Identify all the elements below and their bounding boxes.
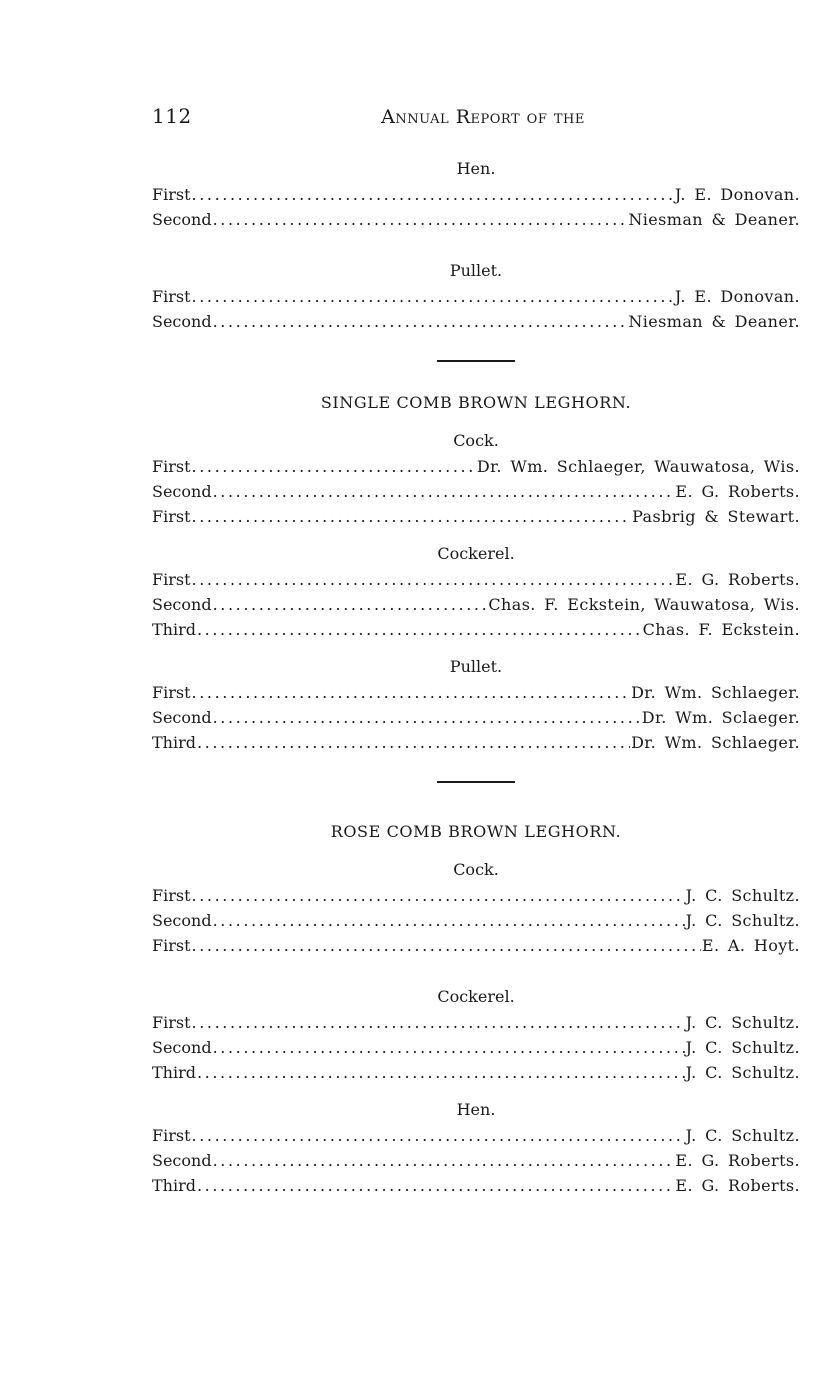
winner-name: Dr. Wm. Schlaeger, Wauwatosa, Wis. <box>476 457 800 476</box>
award-row <box>152 479 800 504</box>
place-label: First <box>152 457 191 476</box>
place-label: Second <box>152 911 212 930</box>
section-title: ROSE COMB BROWN LEGHORN. <box>330 822 622 841</box>
dot-leader <box>213 479 675 504</box>
winner-name: E. G. Roberts. <box>675 1151 800 1170</box>
dot-leader <box>197 1173 674 1198</box>
place-label: First <box>152 1013 191 1032</box>
award-row <box>152 617 800 642</box>
winner-name: J. C. Schultz. <box>685 911 800 930</box>
winner-name: J. C. Schultz. <box>685 886 800 905</box>
award-row <box>152 284 800 309</box>
dot-leader <box>213 592 488 617</box>
winner-name: J. E. Donovan. <box>674 185 800 204</box>
dot-leader <box>192 1010 685 1035</box>
winner-name: Niesman & Deaner. <box>628 312 800 331</box>
place-label: First <box>152 185 191 204</box>
dot-leader <box>192 182 674 207</box>
dot-leader <box>213 1148 675 1173</box>
dot-leader <box>192 454 476 479</box>
winner-name: J. C. Schultz. <box>685 1038 800 1057</box>
report-page <box>152 104 800 1198</box>
dot-leader <box>213 1035 685 1060</box>
winner-name: Dr. Wm. Schlaeger. <box>631 683 800 702</box>
award-row <box>152 592 800 617</box>
winner-name: E. G. Roberts. <box>675 1176 800 1195</box>
place-label: Second <box>152 1151 212 1170</box>
winner-name: Dr. Wm. Schlaeger. <box>631 733 800 752</box>
dot-leader <box>197 617 642 642</box>
place-label: First <box>152 886 191 905</box>
running-head: Annual Report of the <box>381 106 585 128</box>
award-row <box>152 908 800 933</box>
award-row <box>152 1010 800 1035</box>
place-label: Third <box>152 1176 196 1195</box>
award-row <box>152 933 800 958</box>
place-label: Second <box>152 210 212 229</box>
dot-leader <box>213 908 685 933</box>
group-heading: Pullet. <box>449 657 503 676</box>
award-row <box>152 309 800 334</box>
award-row <box>152 1173 800 1198</box>
award-row <box>152 883 800 908</box>
winner-name: J. C. Schultz. <box>685 1126 800 1145</box>
group-heading: Pullet. <box>449 261 503 280</box>
award-row <box>152 730 800 755</box>
winner-name: E. G. Roberts. <box>675 482 800 501</box>
dot-leader <box>197 1060 685 1085</box>
place-label: Second <box>152 708 212 727</box>
award-row <box>152 1123 800 1148</box>
place-label: First <box>152 1126 191 1145</box>
award-row <box>152 705 800 730</box>
dot-leader <box>213 705 641 730</box>
dot-leader <box>213 309 628 334</box>
winner-name: Chas. F. Eckstein. <box>642 620 800 639</box>
dot-leader <box>192 1123 685 1148</box>
award-row <box>152 207 800 232</box>
dot-leader <box>192 883 685 908</box>
dot-leader <box>192 284 674 309</box>
group-heading: Hen. <box>456 1100 496 1119</box>
dot-leader <box>192 567 675 592</box>
group-heading: Hen. <box>456 159 496 178</box>
group-heading: Cockerel. <box>437 987 515 1006</box>
place-label: Second <box>152 482 212 501</box>
group-heading: Cockerel. <box>437 544 515 563</box>
winner-name: E. G. Roberts. <box>675 570 800 589</box>
place-label: First <box>152 936 191 955</box>
dot-leader <box>192 680 631 705</box>
place-label: Third <box>152 620 196 639</box>
group-heading: Cock. <box>453 431 499 450</box>
award-row <box>152 1148 800 1173</box>
dot-leader <box>192 504 632 529</box>
winner-name: Dr. Wm. Sclaeger. <box>641 708 800 727</box>
place-label: First <box>152 683 191 702</box>
winner-name: Pasbrig & Stewart. <box>632 507 800 526</box>
group-heading: Cock. <box>453 860 499 879</box>
dot-leader <box>192 933 701 958</box>
place-label: Second <box>152 312 212 331</box>
place-label: First <box>152 507 191 526</box>
winner-name: J. E. Donovan. <box>674 287 800 306</box>
dot-leader <box>213 207 628 232</box>
page-number: 112 <box>152 104 192 128</box>
winner-name: Chas. F. Eckstein, Wauwatosa, Wis. <box>488 595 800 614</box>
dot-leader <box>197 730 630 755</box>
page-header <box>152 104 800 134</box>
winner-name: J. C. Schultz. <box>685 1013 800 1032</box>
place-label: First <box>152 570 191 589</box>
winner-name: Niesman & Deaner. <box>628 210 800 229</box>
award-row <box>152 1035 800 1060</box>
winner-name: J. C. Schultz. <box>685 1063 800 1082</box>
award-row <box>152 454 800 479</box>
award-row <box>152 1060 800 1085</box>
place-label: Third <box>152 733 196 752</box>
award-row <box>152 504 800 529</box>
award-row <box>152 182 800 207</box>
winner-name: E. A. Hoyt. <box>701 936 800 955</box>
award-row <box>152 567 800 592</box>
place-label: Second <box>152 1038 212 1057</box>
place-label: Third <box>152 1063 196 1082</box>
place-label: First <box>152 287 191 306</box>
section-title: SINGLE COMB BROWN LEGHORN. <box>320 393 632 412</box>
award-row <box>152 680 800 705</box>
place-label: Second <box>152 595 212 614</box>
